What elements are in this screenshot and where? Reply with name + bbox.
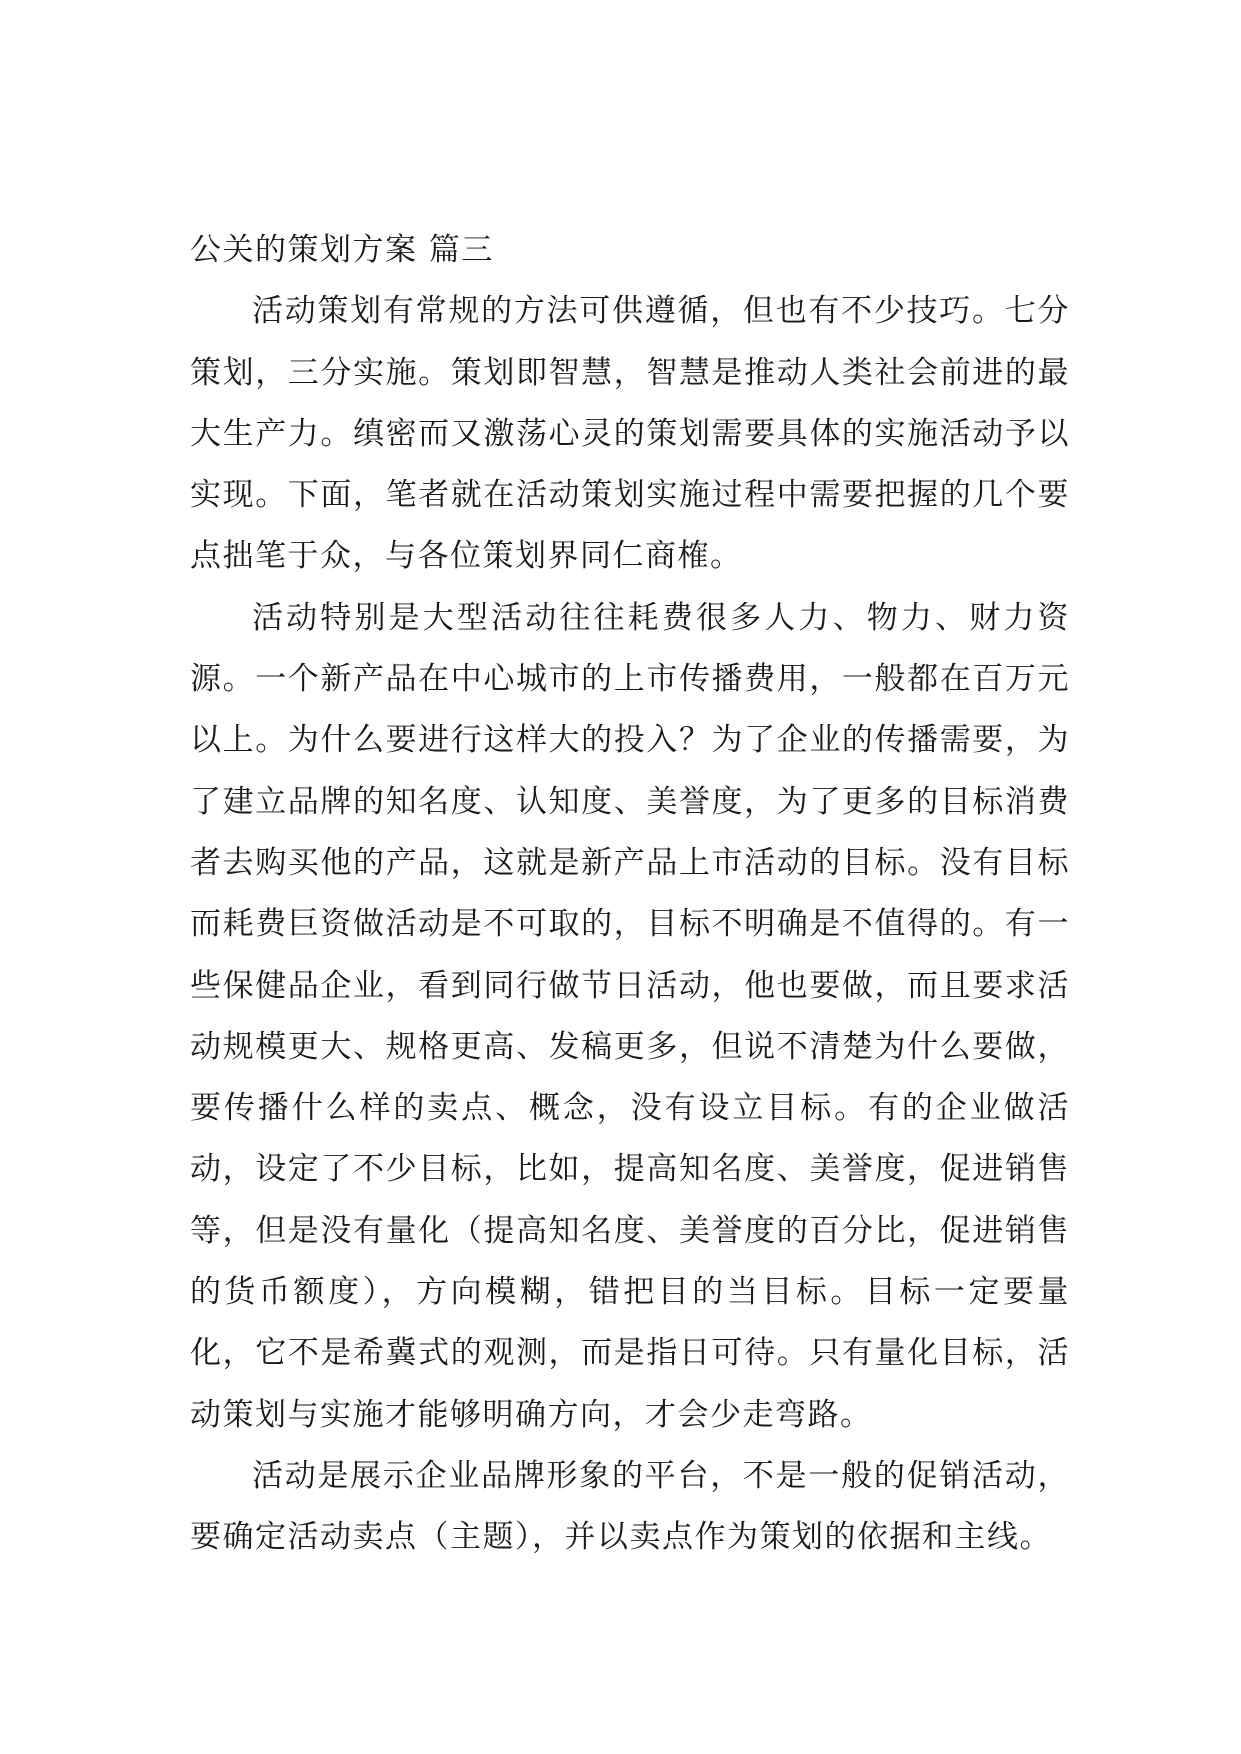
- paragraph-3: 活动是展示企业品牌形象的平台，不是一般的促销活动，要确定活动卖点（主题），并以卖点作为策划的依据和主线。: [190, 1457, 1070, 1556]
- paragraph-1: 活动策划有常规的方法可供遵循，但也有不少技巧。七分策划，三分实施。策划即智慧，智慧是推动人类社会前进的最大生产力。缜密而又激荡心灵的策划需要具体的实施活动予以实现。下面，笔者就在活动策划实施过程中需要把握的几个要点拙笔于众，与各位策划界同仁商榷。: [190, 293, 1070, 575]
- document-body: [190, 220, 1070, 1569]
- paragraph-2: 活动特别是大型活动往往耗费很多人力、物力、财力资源。一个新产品在中心城市的上市传播费用，一般都在百万元以上。为什么要进行这样大的投入？为了企业的传播需要，为了建立品牌的知名度、认知度、美誉度，为了更多的目标消费者去购买他的产品，这就是新产品上市活动的目标。没有目标而耗费巨资做活动是不可取的，目标不明确是不值得的。有一些保健品企业，看到同行做节日活动，他也要做，而且要求活动规模更大、规格更高、发稿更多，但说不清楚为什么要做，要传播什么样的卖点、概念，没有设立目标。有的企业做活动，设定了不少目标，比如，提高知名度、美誉度，促进销售等，但是没有量化（提高知名度、美誉度的百分比，促进销售的货币额度），方向模糊，错把目的当目标。目标一定要量化，它不是希冀式的观测，而是指日可待。只有量化目标，活动策划与实施才能够明确方向，才会少走弯路。: [190, 599, 1070, 1433]
- document-heading: 公关的策划方案 篇三: [190, 232, 494, 268]
